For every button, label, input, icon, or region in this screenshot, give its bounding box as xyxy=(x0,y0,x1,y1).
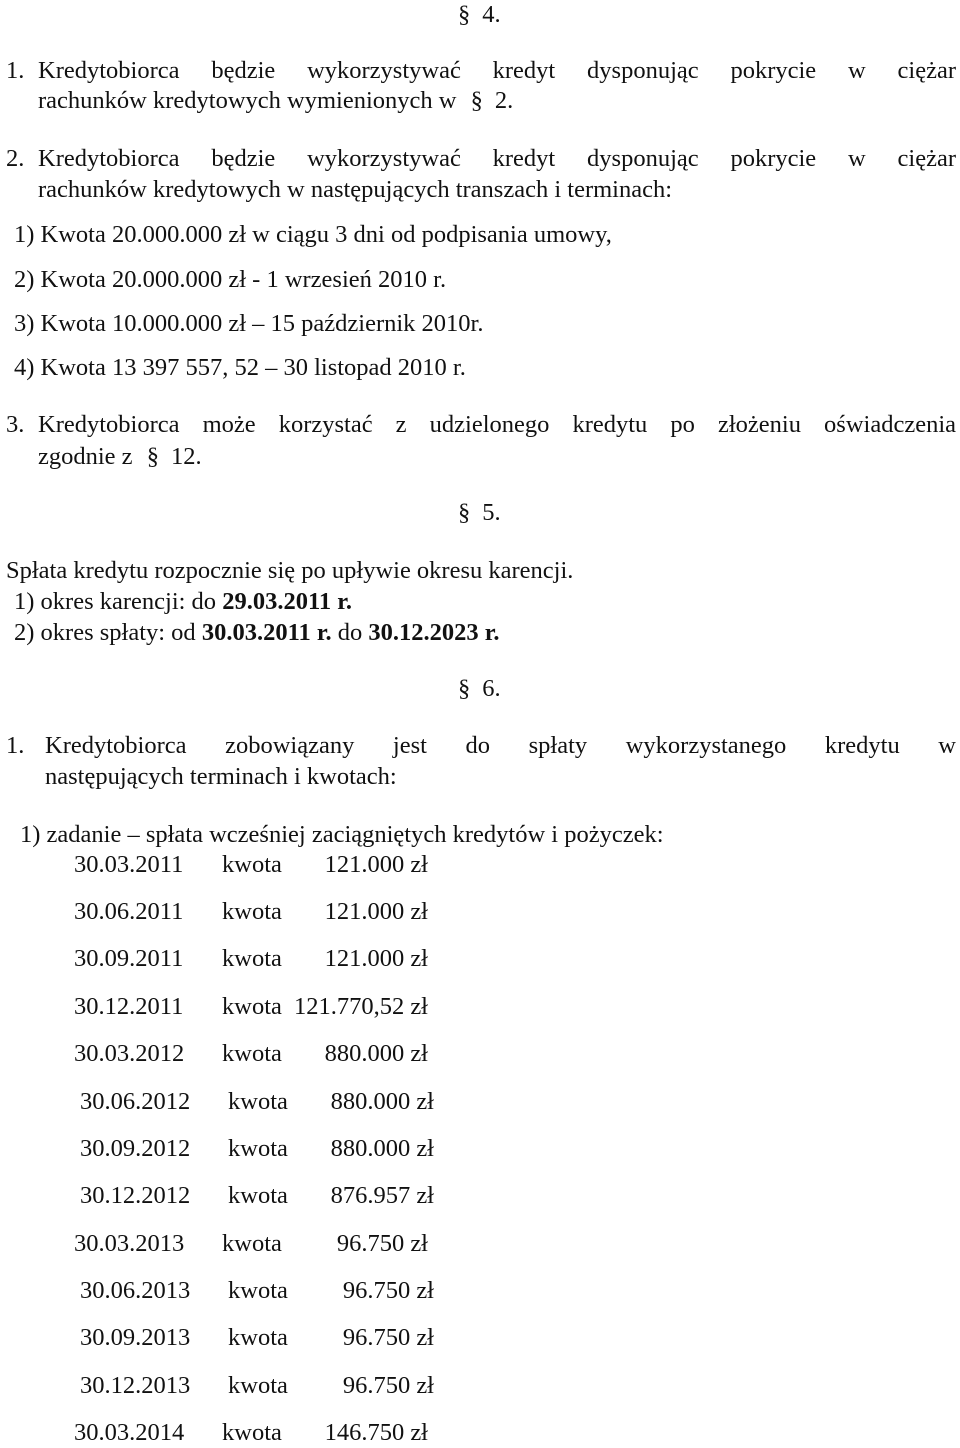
s4-p1-reference: 2. xyxy=(494,87,514,114)
schedule-amount: 96.750 zł xyxy=(342,1324,434,1351)
s4-p3-line1: Kredytobiorca może korzystać z udzielonego kredytu po złożeniu oświadczenia xyxy=(38,411,956,438)
s6-p1-line2: następujących terminach i kwotach: xyxy=(45,763,397,790)
repayment-end-date: 30.12.2023 r. xyxy=(368,619,500,646)
schedule-kwota-label: kwota xyxy=(222,1040,282,1067)
s4-p3-line2 xyxy=(38,442,202,472)
schedule-row xyxy=(80,1276,434,1306)
schedule-row xyxy=(74,992,428,1022)
section-6-number: 6. xyxy=(482,675,501,702)
schedule-kwota-label: kwota xyxy=(228,1135,288,1162)
s4-p3-line2-text: zgodnie z xyxy=(38,443,133,470)
schedule-amount: 121.000 zł xyxy=(324,898,428,925)
schedule-kwota-label: kwota xyxy=(228,1372,288,1399)
s4-p2-number: 2. xyxy=(6,145,25,172)
schedule-row xyxy=(74,897,428,927)
s4-p1-line1: Kredytobiorca będzie wykorzystywać kredyt dysponując pokrycie w ciężar xyxy=(38,57,956,84)
section-sign-icon: § xyxy=(458,675,471,702)
schedule-row xyxy=(80,1087,434,1117)
schedule-row xyxy=(80,1371,434,1401)
schedule-row xyxy=(74,850,428,880)
s5-item-2 xyxy=(14,618,499,648)
section-6-heading xyxy=(458,674,501,704)
schedule-date: 30.03.2013 xyxy=(74,1230,185,1257)
s5-intro: Spłata kredytu rozpocznie się po upływie okresu karencji. xyxy=(6,557,574,584)
schedule-date: 30.09.2011 xyxy=(74,945,184,972)
s4-p3-reference: 12. xyxy=(170,443,202,470)
schedule-amount: 880.000 zł xyxy=(330,1135,434,1162)
task-heading: 1) zadanie – spłata wcześniej zaciągniętych kredytów i pożyczek: xyxy=(20,821,664,848)
section-sign-icon: § xyxy=(458,499,471,526)
s4-p3-number: 3. xyxy=(6,411,25,438)
section-sign-icon: § xyxy=(458,1,471,28)
schedule-amount: 121.000 zł xyxy=(324,851,428,878)
s4-p1-line2 xyxy=(38,86,513,116)
schedule-kwota-label: kwota xyxy=(222,993,282,1020)
schedule-kwota-label: kwota xyxy=(222,945,282,972)
schedule-date: 30.12.2012 xyxy=(80,1182,191,1209)
schedule-date: 30.03.2011 xyxy=(74,851,184,878)
schedule-row xyxy=(80,1323,434,1353)
schedule-amount: 121.770,52 zł xyxy=(293,993,428,1020)
section-sign-icon: § xyxy=(470,87,483,114)
schedule-kwota-label: kwota xyxy=(228,1088,288,1115)
grace-end-date: 29.03.2011 r. xyxy=(222,588,352,615)
section-5-number: 5. xyxy=(482,499,501,526)
tranche-item: 2) Kwota 20.000.000 zł - 1 wrzesień 2010 r. xyxy=(14,266,447,293)
schedule-date: 30.06.2012 xyxy=(80,1088,191,1115)
schedule-amount: 876.957 zł xyxy=(330,1182,434,1209)
s4-p2-line2: rachunków kredytowych w następujących transzach i terminach: xyxy=(38,176,673,203)
schedule-row xyxy=(80,1134,434,1164)
s5-item-1-label: 1) okres karencji: do xyxy=(14,588,223,615)
schedule-row xyxy=(74,1418,428,1448)
s6-p1-number: 1. xyxy=(6,732,25,759)
schedule-row xyxy=(80,1181,434,1211)
schedule-kwota-label: kwota xyxy=(222,851,282,878)
repayment-start-date: 30.03.2011 r. xyxy=(201,619,332,646)
schedule-date: 30.06.2011 xyxy=(74,898,184,925)
schedule-amount: 880.000 zł xyxy=(330,1088,434,1115)
schedule-amount: 96.750 zł xyxy=(342,1372,434,1399)
schedule-amount: 96.750 zł xyxy=(342,1277,434,1304)
schedule-kwota-label: kwota xyxy=(228,1277,288,1304)
schedule-kwota-label: kwota xyxy=(228,1182,288,1209)
schedule-kwota-label: kwota xyxy=(228,1324,288,1351)
s5-item-2-label: 2) okres spłaty: od xyxy=(14,619,202,646)
schedule-kwota-label: kwota xyxy=(222,898,282,925)
schedule-row xyxy=(74,944,428,974)
schedule-date: 30.03.2014 xyxy=(74,1419,185,1446)
s4-p1-number: 1. xyxy=(6,57,25,84)
schedule-date: 30.06.2013 xyxy=(80,1277,191,1304)
schedule-row xyxy=(74,1039,428,1069)
tranche-item: 4) Kwota 13 397 557, 52 – 30 listopad 2010 r. xyxy=(14,354,466,381)
s5-item-1 xyxy=(14,587,352,617)
s4-p1-line2-text: rachunków kredytowych wymienionych w xyxy=(38,87,457,114)
schedule-date: 30.09.2013 xyxy=(80,1324,191,1351)
schedule-kwota-label: kwota xyxy=(222,1230,282,1257)
schedule-amount: 96.750 zł xyxy=(336,1230,428,1257)
schedule-amount: 146.750 zł xyxy=(324,1419,428,1446)
schedule-date: 30.12.2013 xyxy=(80,1372,191,1399)
section-4-number: 4. xyxy=(482,1,501,28)
schedule-amount: 121.000 zł xyxy=(324,945,428,972)
section-sign-icon: § xyxy=(146,443,159,470)
schedule-date: 30.09.2012 xyxy=(80,1135,191,1162)
section-5-heading xyxy=(458,498,501,528)
schedule-date: 30.03.2012 xyxy=(74,1040,185,1067)
s5-item-2-connector: do xyxy=(331,619,369,646)
schedule-amount: 880.000 zł xyxy=(324,1040,428,1067)
tranche-item: 1) Kwota 20.000.000 zł w ciągu 3 dni od podpisania umowy, xyxy=(14,221,612,248)
tranche-item: 3) Kwota 10.000.000 zł – 15 październik 2010r. xyxy=(14,310,484,337)
schedule-kwota-label: kwota xyxy=(222,1419,282,1446)
s6-p1-line1: Kredytobiorca zobowiązany jest do spłaty wykorzystanego kredytu w xyxy=(45,732,956,759)
schedule-date: 30.12.2011 xyxy=(74,993,184,1020)
s4-p2-line1: Kredytobiorca będzie wykorzystywać kredyt dysponując pokrycie w ciężar xyxy=(38,145,956,172)
schedule-row xyxy=(74,1229,428,1259)
section-4-heading xyxy=(458,0,501,30)
